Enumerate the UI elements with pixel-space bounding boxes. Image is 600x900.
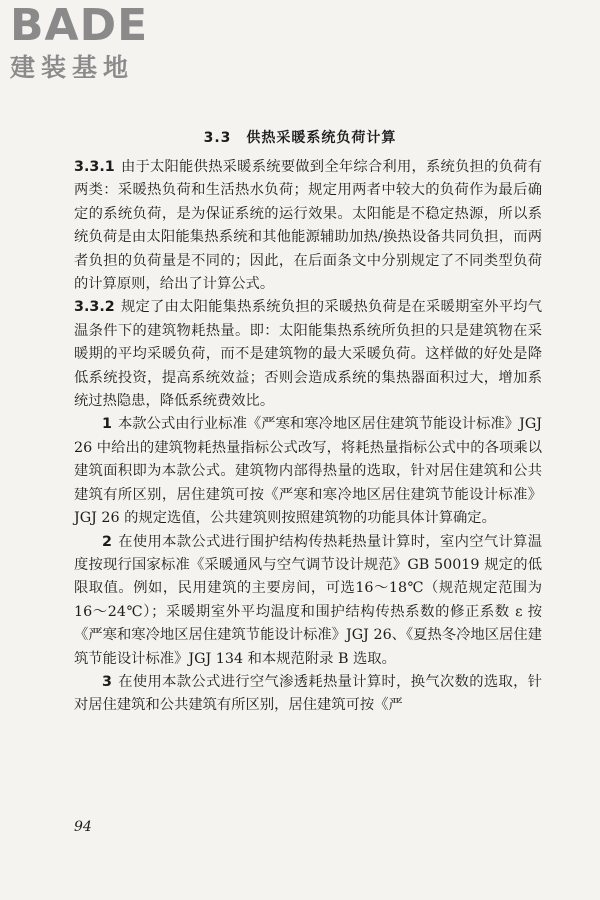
item-text: 本款公式由行业标准《严寒和寒冷地区居住建筑节能设计标准》JGJ 26 中给出的建筑物耗热量指标公式改写，将耗热量指标公式中的各项乘以建筑面积即为本款公式。建筑物内部得热量的选取，针对居住建筑和公共建筑有所区别，居住建筑可按《严寒和寒冷地区居住建筑节能设计标准》JGJ 26 的规定选值，公共建筑则按照建筑物的功能具体计算确定。	[74, 416, 542, 527]
document-body	[74, 156, 542, 718]
item-number: 3	[102, 673, 112, 690]
item-3	[74, 671, 542, 718]
item-2	[74, 531, 542, 671]
page-number: 94	[74, 819, 92, 835]
clause-number: 3.3.1	[74, 159, 115, 175]
logo-subtitle: 建装基地	[10, 53, 135, 82]
item-1	[74, 413, 542, 530]
clause-number: 3.3.2	[74, 299, 115, 316]
clause-text: 规定了由太阳能集热系统负担的采暖热负荷是在采暖期室外平均气温条件下的建筑物耗热量。即：太阳能集热系统所负担的只是建筑物在采暖期的平均采暖负荷，而不是建筑物的最大采暖负荷。这样做的好处是降低系统投资，提高系统效益；否则会造成系统的集热器面积过大，增加系统过热隐患，降低系统费效比。	[74, 299, 542, 410]
item-text: 在使用本款公式进行空气渗透耗热量计算时，换气次数的选取，针对居住建筑和公共建筑有所区别，居住建筑可按《严	[74, 673, 542, 714]
clause-3-3-1	[74, 156, 542, 296]
bade-logo	[10, 2, 180, 84]
item-number: 2	[102, 533, 112, 550]
item-text: 在使用本款公式进行围护结构传热耗热量计算时，室内空气计算温度按现行国家标准《采暖通风与空气调节设计规范》GB 50019 规定的低限取值。例如，民用建筑的主要房间，可选16～18℃（规范规定范围为 16～24℃）；采暖期室外平均温度和围护结构传热系数的修正系数 ε 按《严寒和寒冷地区居住建筑节能设计标准》JGJ 26、《夏热冬冷地区居住建筑节能设计标准》JGJ 134 和本规范附录 B 选取。	[74, 533, 542, 667]
section-title: 3.3 供热采暖系统负荷计算	[203, 130, 397, 146]
logo-wordmark: BADE	[10, 0, 149, 51]
clause-3-3-2	[74, 296, 542, 413]
clause-text: 由于太阳能供热采暖系统要做到全年综合利用，系统负担的负荷有两类：采暖热负荷和生活热水负荷；规定用两者中较大的负荷作为最后确定的系统负荷，是为保证系统的运行效果。太阳能是不稳定热源，所以系统负荷是由太阳能集热系统和其他能源辅助加热/换热设备共同负担，而两者负担的负荷量是不同的；因此，在后面条文中分别规定了不同类型负荷的计算原则，给出了计算公式。	[74, 159, 542, 293]
item-number: 1	[102, 416, 112, 433]
